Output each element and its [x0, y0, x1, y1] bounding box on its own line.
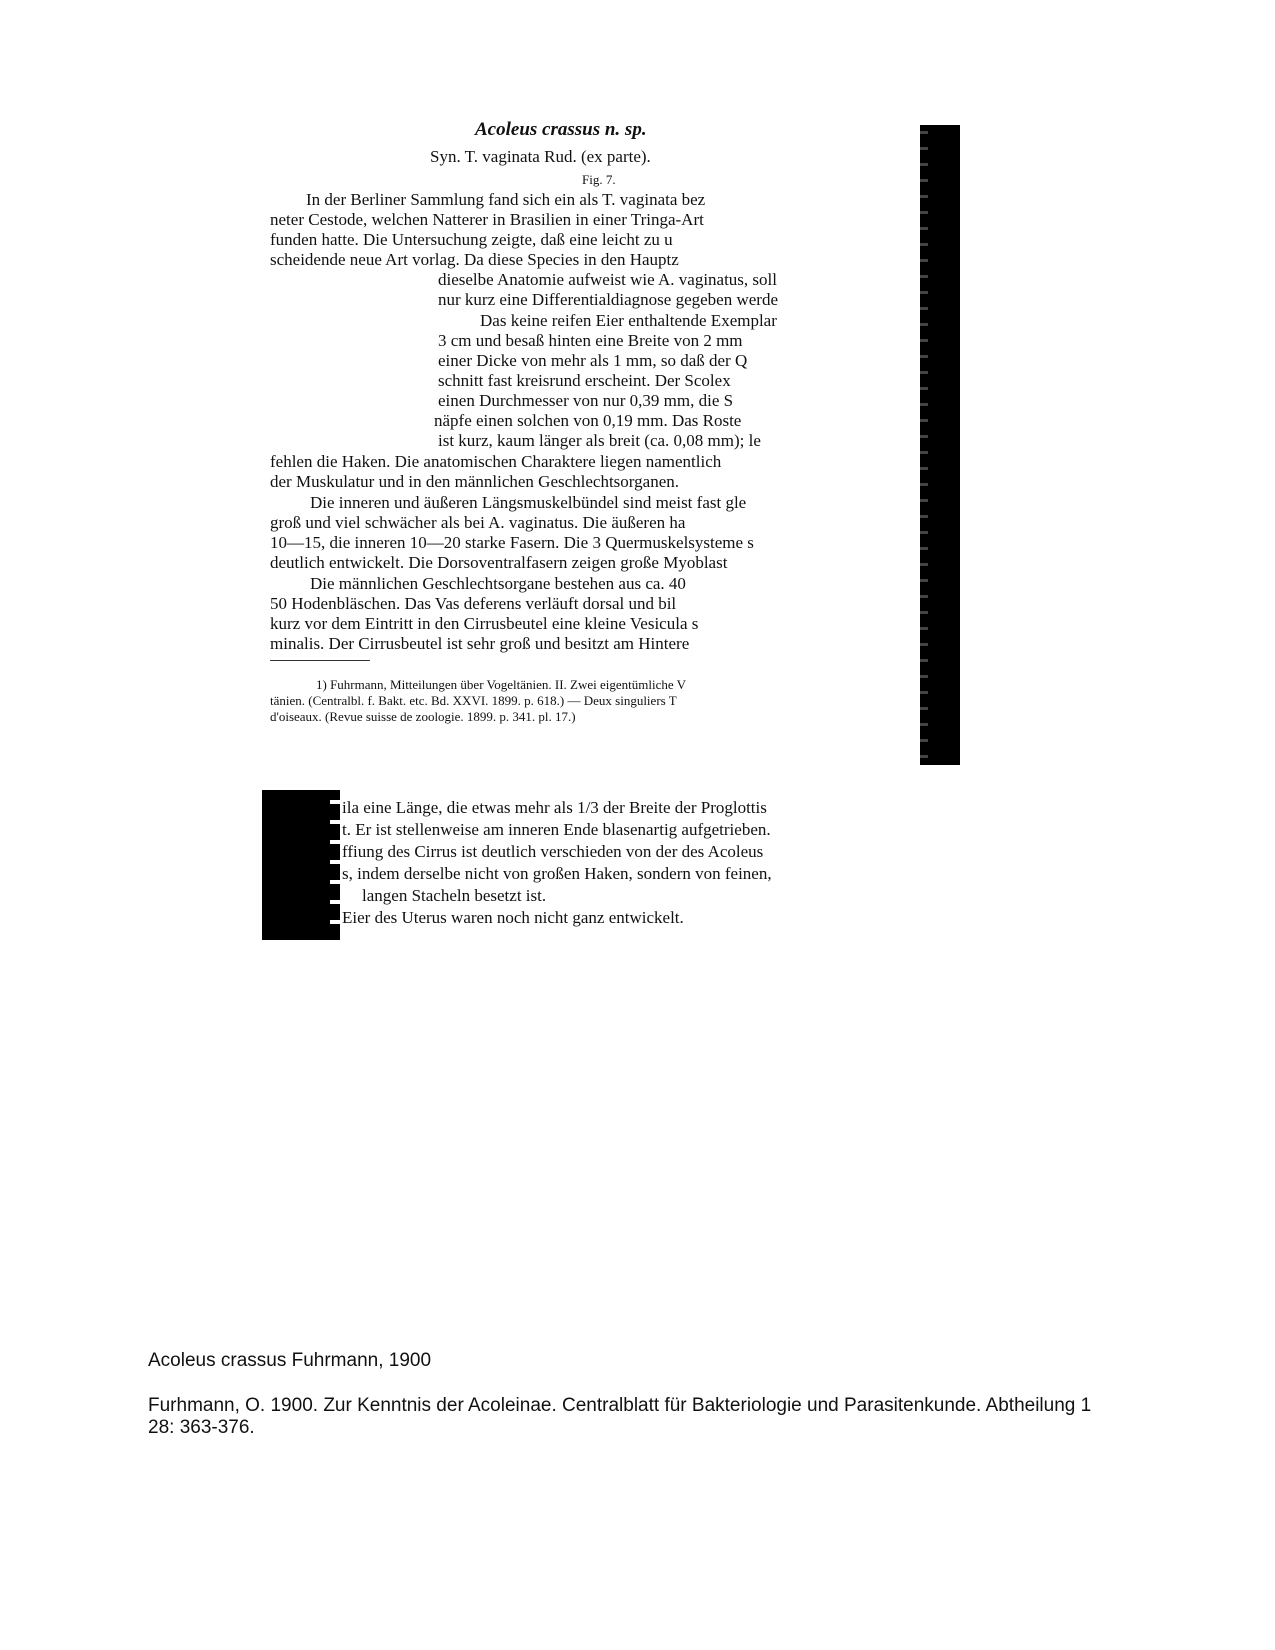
text-line: groß und viel schwächer als bei A. vaginatus. Die äußeren ha [270, 513, 686, 532]
text-line: s, indem derselbe nicht von großen Haken, sondern von feinen, [342, 864, 772, 883]
text-line: funden hatte. Die Untersuchung zeigte, daß eine leicht zu u [270, 230, 673, 249]
footnote-rule [270, 660, 370, 661]
text-line: langen Stacheln besetzt ist. [362, 886, 547, 905]
text-line: deutlich entwickelt. Die Dorsoventralfasern zeigen große Myoblast [270, 553, 728, 572]
text-line: näpfe einen solchen von 0,19 mm. Das Roste [434, 411, 742, 430]
text-line: minalis. Der Cirrusbeutel ist sehr groß und besitzt am Hintere [270, 634, 690, 653]
text-line: der Muskulatur und in den männlichen Geschlechtsorganen. [270, 472, 679, 491]
synonym-line: Syn. T. vaginata Rud. (ex parte). [430, 147, 651, 166]
text-line: dieselbe Anatomie aufweist wie A. vaginatus, soll [438, 270, 777, 289]
text-line: ist kurz, kaum länger als breit (ca. 0,08 mm); le [438, 431, 761, 450]
text-line: ila eine Länge, die etwas mehr als 1/3 der Breite der Proglottis [342, 798, 767, 817]
text-line: Das keine reifen Eier enthaltende Exemplar [480, 311, 777, 330]
scan-bottom [262, 790, 960, 940]
figure-label: Fig. 7. [582, 172, 616, 187]
text-line: Die männlichen Geschlechtsorgane bestehen aus ca. 40 [310, 574, 686, 593]
species-title: Acoleus crassus n. sp. [475, 119, 647, 140]
footnote-line: 1) Fuhrmann, Mitteilungen über Vogeltänien. II. Zwei eigentümliche V [316, 677, 687, 692]
scan-edge-shadow-left [262, 790, 332, 940]
text-line: neter Cestode, welchen Natterer in Brasilien in einer Tringa-Art [270, 210, 704, 229]
text-line: 10—15, die inneren 10—20 starke Fasern. Die 3 Quermuskelsysteme s [270, 533, 754, 552]
text-line: nur kurz eine Differentialdiagnose gegeben werde [438, 290, 779, 309]
text-line: kurz vor dem Eintritt in den Cirrusbeutel eine kleine Vesicula s [270, 614, 699, 633]
text-line: Eier des Uterus waren noch nicht ganz entwickelt. [342, 908, 684, 927]
footnote-line: d'oiseaux. (Revue suisse de zoologie. 1899. p. 341. pl. 17.) [270, 709, 576, 724]
text-line: ffiung des Cirrus ist deutlich verschieden von der des Acoleus [342, 842, 764, 861]
text-line: 3 cm und besaß hinten eine Breite von 2 mm [438, 331, 743, 350]
reference-caption: Furhmann, O. 1900. Zur Kenntnis der Acoleinae. Centralblatt für Bakteriologie und Parasitenkunde. Abtheilung 1 28: 363-376. [148, 1395, 1092, 1438]
text-line: t. Er ist stellenweise am inneren Ende blasenartig aufgetrieben. [342, 820, 771, 839]
text-line: 50 Hodenbläschen. Das Vas deferens verläuft dorsal und bil [270, 594, 677, 613]
text-line: Die inneren und äußeren Längsmuskelbündel sind meist fast gle [310, 493, 747, 512]
scan-edge-shadow-right [926, 125, 960, 765]
scan-edge-jag-right [920, 125, 928, 765]
footnote-line: tänien. (Centralbl. f. Bakt. etc. Bd. XXVI. 1899. p. 618.) — Deux singuliers T [270, 693, 677, 708]
text-line: schnitt fast kreisrund erscheint. Der Scolex [438, 371, 731, 390]
scan-edge-jag-left [330, 790, 340, 940]
species-caption: Acoleus crassus Fuhrmann, 1900 [148, 1350, 432, 1371]
text-line: In der Berliner Sammlung fand sich ein als T. vaginata bez [306, 190, 706, 209]
text-line: einer Dicke von mehr als 1 mm, so daß der Q [438, 351, 748, 370]
scan-top [270, 115, 920, 765]
text-line: fehlen die Haken. Die anatomischen Charaktere liegen namentlich [270, 452, 722, 471]
text-line: scheidende neue Art vorlag. Da diese Species in den Hauptz [270, 250, 679, 269]
text-line: einen Durchmesser von nur 0,39 mm, die S [438, 391, 734, 410]
